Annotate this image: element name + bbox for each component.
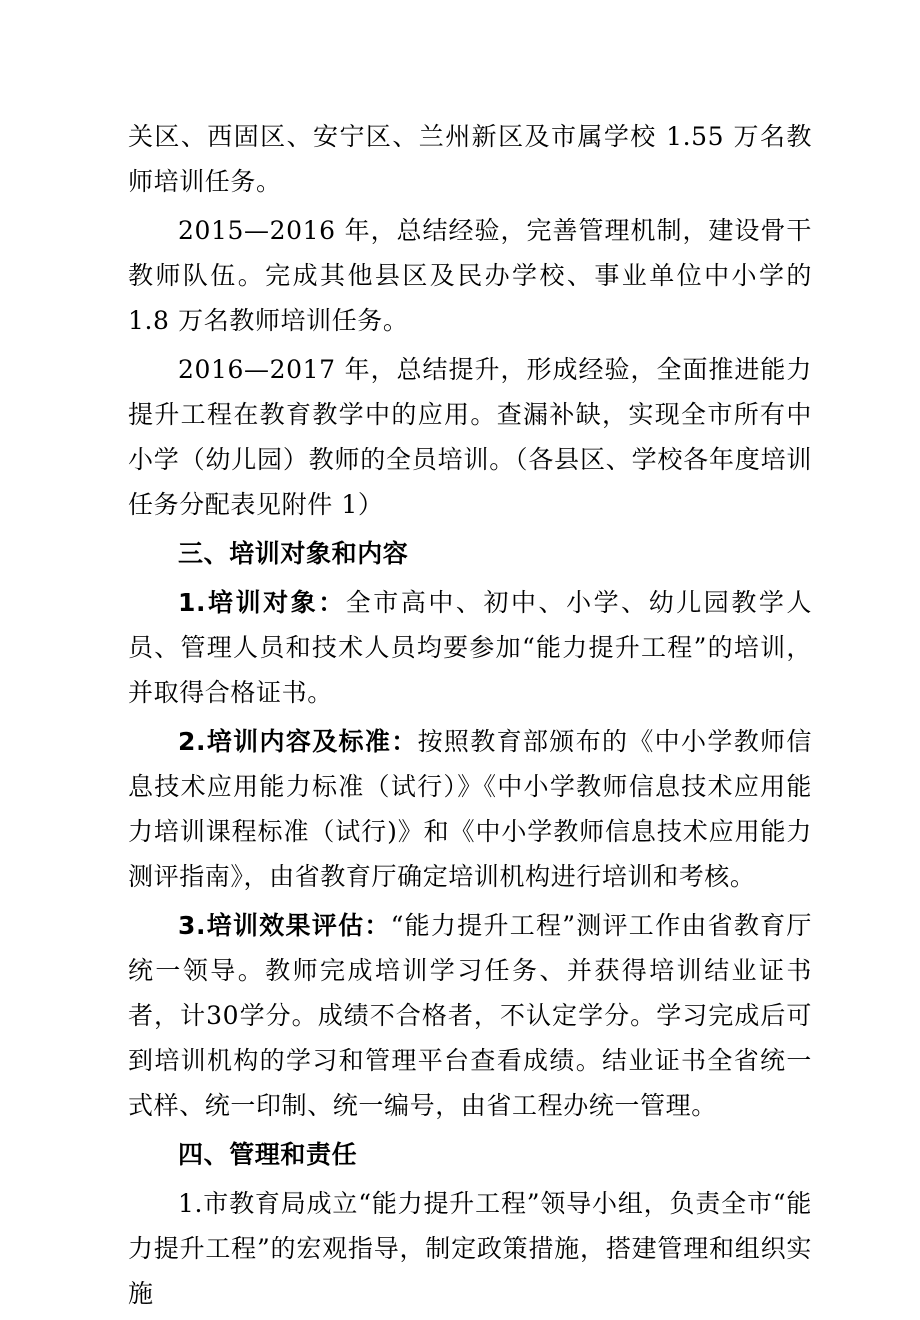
item-label: 2.培训内容及标准：	[178, 727, 418, 756]
section-heading-management: 四、管理和责任	[178, 1140, 358, 1169]
item-label: 1.培训对象：	[178, 588, 346, 617]
section-heading-training: 三、培训对象和内容	[178, 539, 409, 568]
item-text: 按照教育部颁布的《中小学教师信息技术应用能力标准（试行）》《中小学教师信息技术应用能力培训课程标准（试行)》和《中小学教师信息技术应用能力测评指南》，由省教育厅确定培训机构进行培训和考核。	[128, 727, 812, 891]
paragraph-continuation: 关区、西固区、安宁区、兰州新区及市属学校 1.55 万名教师培训任务。	[128, 122, 812, 196]
item-training-targets	[128, 580, 812, 715]
item-text: 全市高中、初中、小学、幼儿园教学人员、管理人员和技术人员均要参加“能力提升工程”的培训，并取得合格证书。	[128, 588, 813, 707]
paragraph-2015-2016: 2015—2016 年，总结经验，完善管理机制，建设骨干教师队伍。完成其他县区及民办学校、事业单位中小学的 1.8 万名教师培训任务。	[128, 216, 812, 335]
item-label: 3.培训效果评估：	[178, 911, 391, 940]
paragraph-2016-2017: 2016—2017 年，总结提升，形成经验，全面推进能力提升工程在教育教学中的应用。查漏补缺，实现全市所有中小学（幼儿园）教师的全员培训。（各县区、学校各年度培训任务分配表见附件 1）	[128, 355, 812, 519]
item-training-evaluation	[128, 903, 812, 1128]
item-text: “能力提升工程”测评工作由省教育厅统一领导。教师完成培训学习任务、并获得培训结业证书者，计30学分。成绩不合格者，不认定学分。学习完成后可到培训机构的学习和管理平台查看成绩。结业证书全省统一式样、统一印制、统一编号，由省工程办统一管理。	[128, 911, 812, 1120]
item-leadership-group: 1.市教育局成立“能力提升工程”领导小组，负责全市“能力提升工程”的宏观指导，制定政策措施，搭建管理和组织实施	[128, 1189, 812, 1308]
document-page	[128, 114, 812, 1320]
item-training-content	[128, 719, 812, 899]
